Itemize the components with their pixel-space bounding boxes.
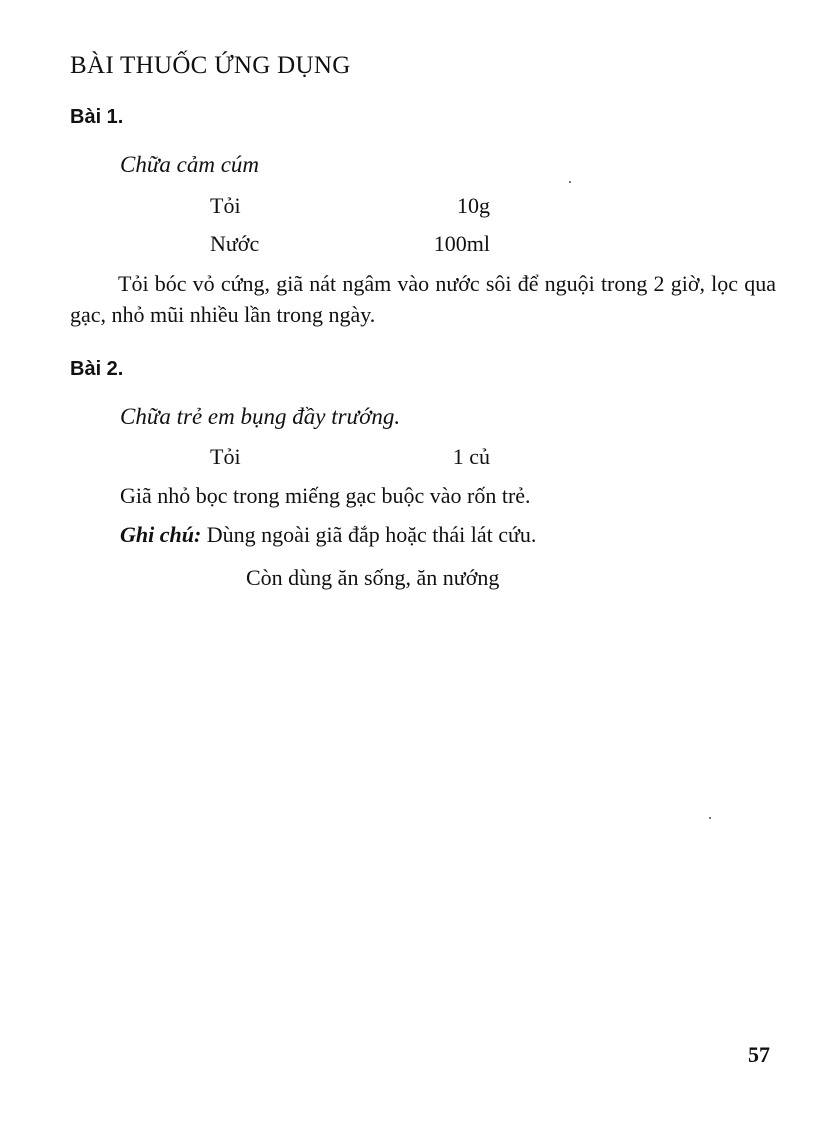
- recipe-1-ingredient-2-qty: 100ml: [433, 231, 490, 256]
- recipe-2-purpose: Chữa trẻ em bụng đầy trướng.: [120, 404, 401, 429]
- recipe-1-title: Bài 1.: [70, 106, 124, 128]
- recipe-2-note: [120, 522, 536, 548]
- recipe-1-ingredient-2-name: Nước: [210, 231, 260, 256]
- recipe-1-ingredient-1-qty: 10g: [457, 193, 490, 218]
- recipe-1-instructions: Tỏi bóc vỏ cứng, giã nát ngâm vào nước sôi để nguội trong 2 giờ, lọc qua gạc, nhỏ mũi nhiều lần trong ngày.: [70, 271, 776, 327]
- recipe-2-note-continuation: Còn dùng ăn sống, ăn nướng: [246, 565, 500, 590]
- page-number: 57: [748, 1042, 770, 1067]
- recipe-2-title: Bài 2.: [70, 358, 124, 380]
- section-heading: BÀI THUỐC ỨNG DỤNG: [70, 52, 351, 79]
- note-label: Ghi chú:: [120, 522, 202, 547]
- recipe-2-ingredient-1-qty: 1 củ: [452, 444, 490, 469]
- recipe-1-purpose: Chữa cảm cúm: [120, 152, 260, 177]
- recipe-2-instructions: Giã nhỏ bọc trong miếng gạc buộc vào rốn trẻ.: [120, 483, 531, 508]
- scan-speck: [709, 817, 711, 819]
- note-text: Dùng ngoài giã đắp hoặc thái lát cứu.: [206, 522, 537, 547]
- recipe-1-ingredient-1-name: Tỏi: [210, 193, 241, 218]
- scan-speck: [569, 181, 571, 183]
- recipe-2-ingredient-1-name: Tỏi: [210, 444, 241, 469]
